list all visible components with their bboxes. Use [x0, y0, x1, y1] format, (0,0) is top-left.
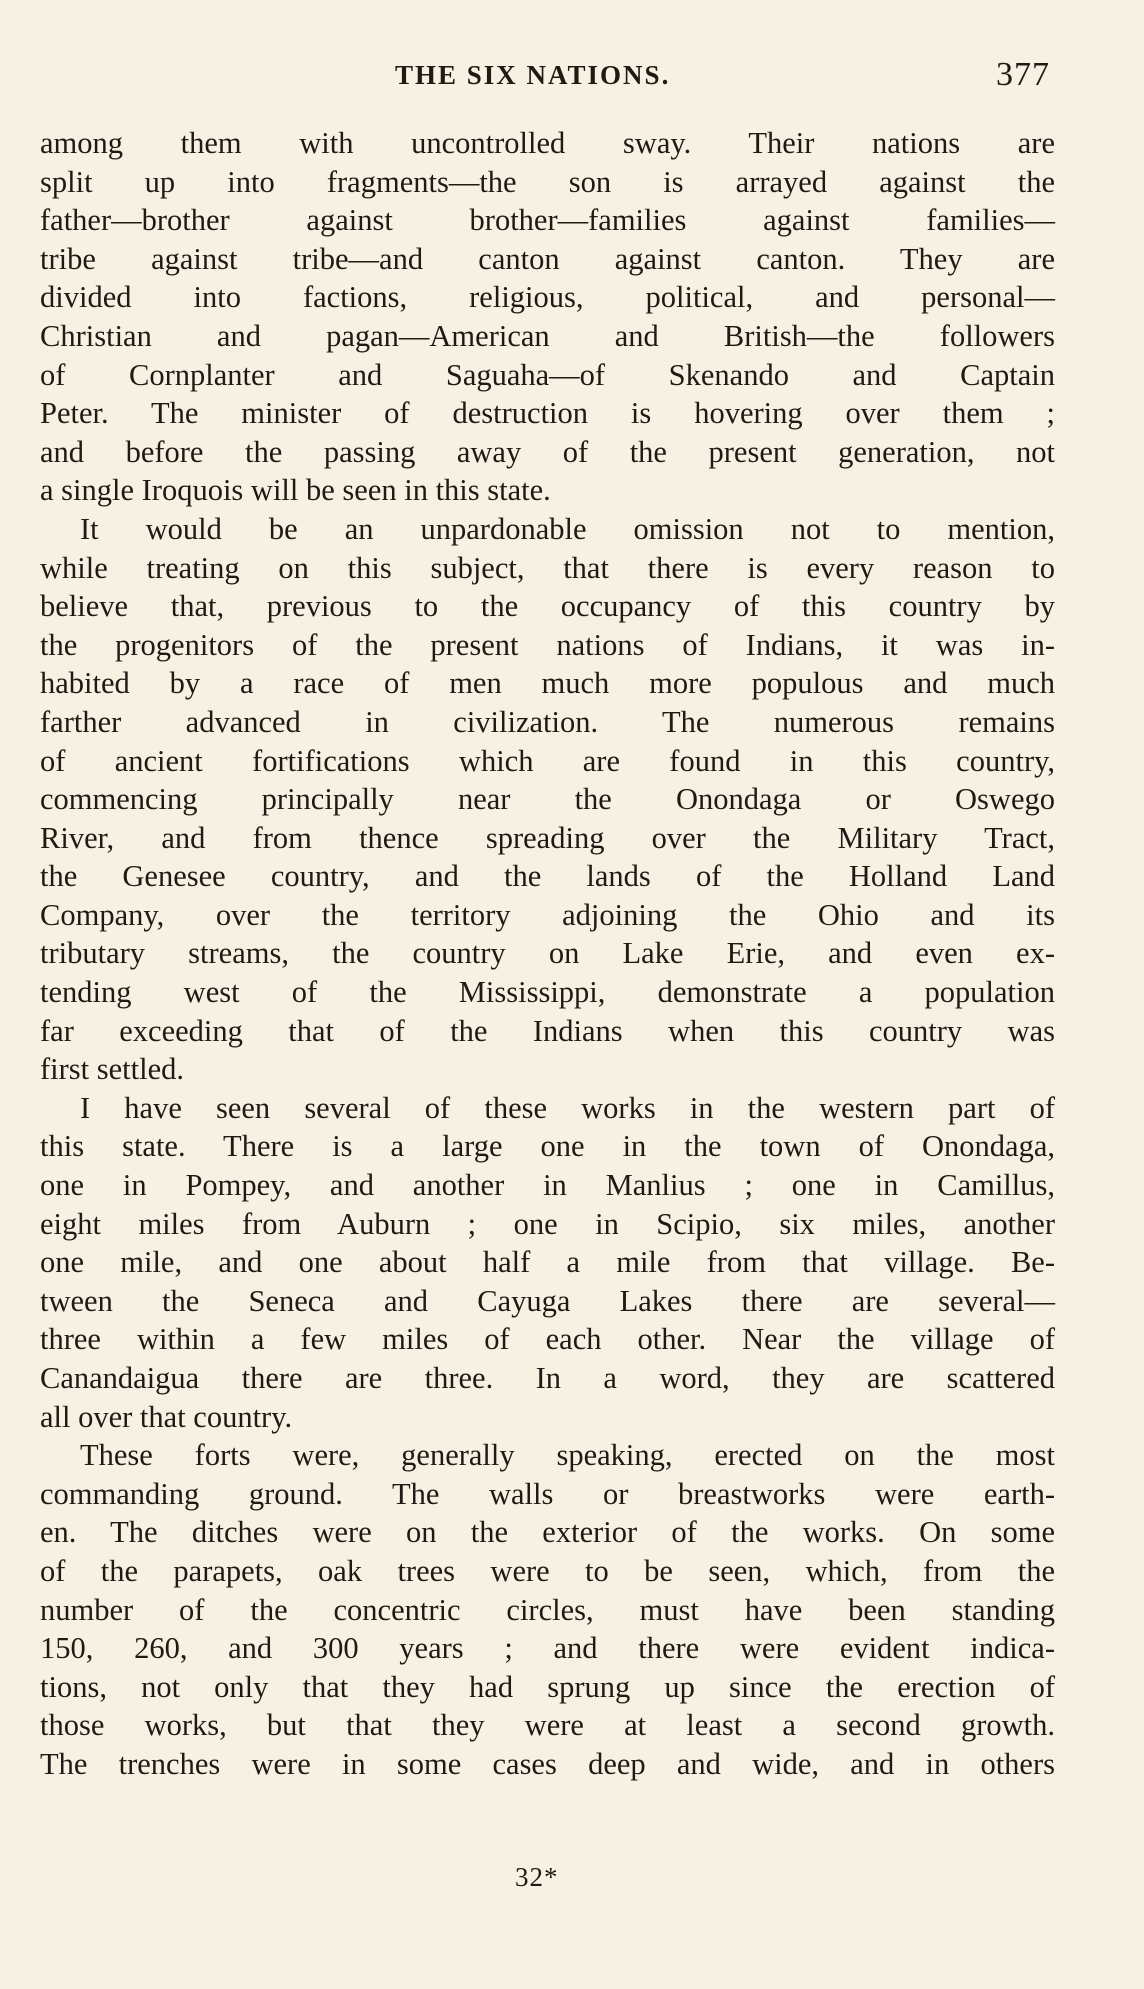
- text-line: commanding ground. The walls or breastworks were earth-: [40, 1476, 1055, 1511]
- text-line: tions, not only that they had sprung up since the erection of: [40, 1669, 1055, 1704]
- running-title: THE SIX NATIONS.: [395, 60, 671, 90]
- text-line: all over that country.: [40, 1399, 293, 1434]
- text-line: tween the Seneca and Cayuga Lakes there are several—: [40, 1283, 1055, 1318]
- text-line: These forts were, generally speaking, erected on the most: [80, 1438, 1055, 1473]
- text-line: the progenitors of the present nations of Indians, it was in-: [40, 627, 1055, 662]
- page-number: 377: [996, 56, 1050, 93]
- text-line: three within a few miles of each other. Near the village of: [40, 1322, 1055, 1357]
- text-line: 150, 260, and 300 years ; and there were evident indica-: [40, 1631, 1055, 1666]
- body-text: [40, 124, 1055, 1784]
- text-line: far exceeding that of the Indians when this country was: [40, 1013, 1055, 1048]
- text-line: I have seen several of these works in the western part of: [80, 1090, 1055, 1125]
- text-line: believe that, previous to the occupancy of this country by: [40, 589, 1055, 624]
- text-line: first settled.: [40, 1052, 184, 1087]
- text-line: of the parapets, oak trees were to be seen, which, from the: [40, 1553, 1055, 1588]
- text-line: among them with uncontrolled sway. Their nations are: [40, 126, 1055, 160]
- text-line: It would be an unpardonable omission not to mention,: [80, 511, 1055, 546]
- text-line: Peter. The minister of destruction is hovering over them ;: [40, 396, 1055, 431]
- text-line: Christian and pagan—American and British—the followers: [40, 318, 1055, 353]
- text-line: one in Pompey, and another in Manlius ; one in Camillus,: [40, 1168, 1055, 1203]
- text-line: one mile, and one about half a mile from that village. Be-: [40, 1245, 1055, 1280]
- book-page: [40, 50, 1060, 1970]
- text-line: a single Iroquois will be seen in this state.: [40, 473, 551, 508]
- text-line: Canandaigua there are three. In a word, they are scattered: [40, 1361, 1055, 1395]
- text-line: divided into factions, religious, political, and personal—: [40, 280, 1055, 315]
- text-line: tributary streams, the country on Lake Erie, and even ex-: [40, 936, 1055, 971]
- text-line: tribe against tribe—and canton against canton. They are: [40, 241, 1055, 276]
- text-line: habited by a race of men much more populous and much: [40, 666, 1055, 701]
- text-line: Company, over the territory adjoining the Ohio and its: [40, 897, 1055, 932]
- text-line: farther advanced in civilization. The numerous remains: [40, 704, 1055, 739]
- text-line: split up into fragments—the son is arrayed against the: [40, 164, 1055, 199]
- text-line: commencing principally near the Onondaga or Oswego: [40, 782, 1055, 817]
- text-line: River, and from thence spreading over the Military Tract,: [40, 820, 1055, 855]
- text-line: The trenches were in some cases deep and wide, and in others: [40, 1746, 1055, 1781]
- text-line: of ancient fortifications which are found in this country,: [40, 743, 1055, 778]
- signature-mark: 32*: [515, 1862, 559, 1892]
- text-line: of Cornplanter and Saguaha—of Skenando and Captain: [40, 357, 1055, 392]
- text-line: while treating on this subject, that there is every reason to: [40, 550, 1055, 585]
- text-line: number of the concentric circles, must have been standing: [40, 1592, 1055, 1627]
- text-line: eight miles from Auburn ; one in Scipio, six miles, another: [40, 1206, 1055, 1241]
- text-line: the Genesee country, and the lands of the Holland Land: [40, 859, 1055, 894]
- text-line: and before the passing away of the present generation, not: [40, 434, 1055, 469]
- text-line: en. The ditches were on the exterior of the works. On some: [40, 1515, 1055, 1550]
- text-line: this state. There is a large one in the town of Onondaga,: [40, 1129, 1055, 1164]
- text-line: those works, but that they were at least a second growth.: [40, 1708, 1055, 1743]
- running-head: [40, 56, 1055, 106]
- text-line: father—brother against brother—families against families—: [40, 203, 1055, 238]
- text-line: tending west of the Mississippi, demonstrate a population: [40, 975, 1055, 1010]
